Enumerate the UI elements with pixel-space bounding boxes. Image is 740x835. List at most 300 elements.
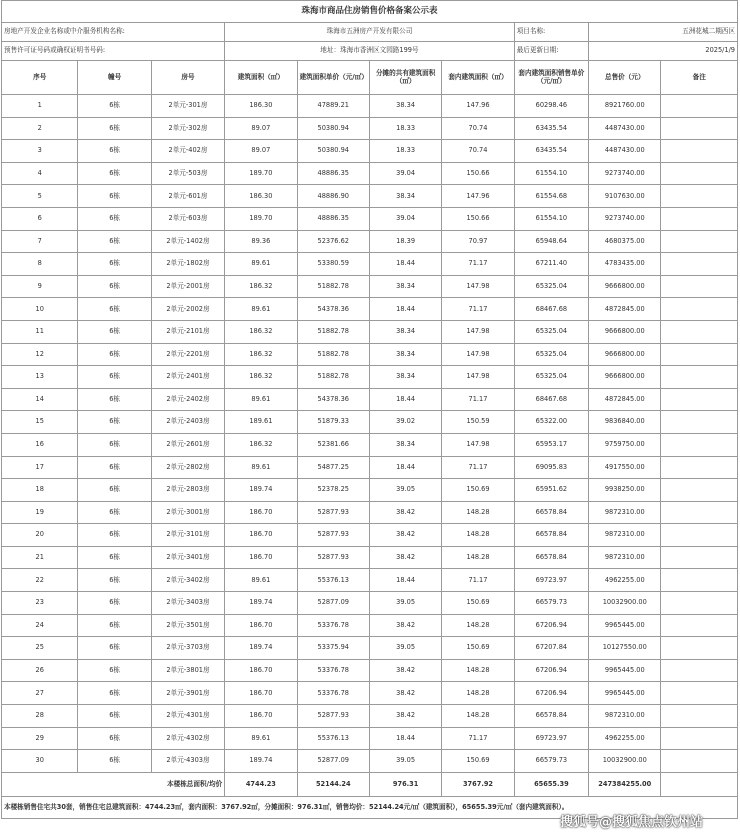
cell-area: 189.74	[225, 479, 297, 502]
cell-unit-price: 54378.36	[297, 298, 369, 321]
cell-shared-area: 18.44	[369, 569, 441, 592]
cell-room: 2单元-2601房	[151, 433, 224, 456]
cell-room: 2单元-2803房	[151, 479, 224, 502]
cell-remark	[661, 117, 738, 140]
cell-unit-price: 52877.09	[297, 592, 369, 615]
page-title: 珠海市商品住房销售价格备案公示表	[2, 1, 738, 23]
cell-unit-price: 50380.94	[297, 117, 369, 140]
cell-room: 2单元-2402房	[151, 388, 224, 411]
cell-inner-area: 148.28	[442, 682, 514, 705]
cell-area: 189.74	[225, 592, 297, 615]
cell-remark	[661, 162, 738, 185]
cell-index: 6	[2, 207, 78, 230]
cell-shared-area: 38.42	[369, 659, 441, 682]
cell-shared-area: 38.42	[369, 524, 441, 547]
cell-total-price: 9938250.00	[589, 479, 661, 502]
cell-area: 89.61	[225, 388, 297, 411]
cell-total-price: 9965445.00	[589, 682, 661, 705]
cell-index: 12	[2, 343, 78, 366]
header-shared-area: 分摊的共有建筑面积（㎡）	[369, 61, 441, 95]
cell-room: 2单元-3801房	[151, 659, 224, 682]
cell-inner-unit-price: 65325.04	[514, 275, 588, 298]
table-row	[2, 95, 738, 118]
table-row	[2, 637, 738, 660]
cell-area: 186.70	[225, 501, 297, 524]
total-price: 247384255.00	[589, 772, 661, 796]
cell-area: 186.30	[225, 185, 297, 208]
cell-room: 2单元-3703房	[151, 637, 224, 660]
cell-inner-unit-price: 61554.68	[514, 185, 588, 208]
cell-remark	[661, 298, 738, 321]
summary-note: 本楼栋销售住宅共30套，销售住宅总建筑面积：4744.23㎡，套内面积：3767.92㎡，分摊面积：976.31㎡，销售均价：52144.24元/㎡（建筑面积），65655.39元/㎡（套内建筑面积）。	[2, 796, 738, 818]
cell-remark	[661, 185, 738, 208]
cell-shared-area: 38.34	[369, 366, 441, 389]
cell-area: 89.61	[225, 456, 297, 479]
cell-building: 6栋	[78, 614, 151, 637]
cell-index: 26	[2, 659, 78, 682]
cell-remark	[661, 569, 738, 592]
cell-index: 15	[2, 411, 78, 434]
cell-inner-area: 148.28	[442, 501, 514, 524]
table-row	[2, 207, 738, 230]
cell-shared-area: 18.33	[369, 140, 441, 163]
total-area: 4744.23	[225, 772, 297, 796]
cell-inner-area: 150.69	[442, 479, 514, 502]
cell-building: 6栋	[78, 637, 151, 660]
cell-unit-price: 52378.25	[297, 479, 369, 502]
cell-area: 186.70	[225, 682, 297, 705]
cell-inner-unit-price: 69095.83	[514, 456, 588, 479]
cell-inner-area: 150.66	[442, 207, 514, 230]
cell-area: 186.70	[225, 614, 297, 637]
cell-index: 8	[2, 253, 78, 276]
cell-area: 186.70	[225, 705, 297, 728]
cell-building: 6栋	[78, 230, 151, 253]
cell-inner-unit-price: 63435.54	[514, 140, 588, 163]
cell-index: 10	[2, 298, 78, 321]
table-row	[2, 682, 738, 705]
cell-area: 89.61	[225, 253, 297, 276]
cell-remark	[661, 230, 738, 253]
cell-total-price: 4872845.00	[589, 298, 661, 321]
cell-inner-area: 147.98	[442, 433, 514, 456]
cell-inner-area: 71.17	[442, 456, 514, 479]
cell-shared-area: 18.44	[369, 388, 441, 411]
cell-inner-unit-price: 69723.97	[514, 569, 588, 592]
cell-unit-price: 48886.35	[297, 207, 369, 230]
cell-area: 89.36	[225, 230, 297, 253]
cell-unit-price: 52376.62	[297, 230, 369, 253]
cell-shared-area: 38.42	[369, 682, 441, 705]
table-row	[2, 343, 738, 366]
developer-label: 房地产开发企业名称或中介服务机构名称:	[2, 23, 225, 42]
cell-room: 2单元-603房	[151, 207, 224, 230]
cell-total-price: 9965445.00	[589, 614, 661, 637]
cell-room: 2单元-2401房	[151, 366, 224, 389]
cell-inner-unit-price: 69723.97	[514, 727, 588, 750]
cell-index: 24	[2, 614, 78, 637]
cell-inner-unit-price: 63435.54	[514, 117, 588, 140]
cell-inner-unit-price: 67206.94	[514, 682, 588, 705]
table-row	[2, 185, 738, 208]
cell-unit-price: 52877.93	[297, 705, 369, 728]
cell-index: 7	[2, 230, 78, 253]
cell-building: 6栋	[78, 682, 151, 705]
cell-building: 6栋	[78, 592, 151, 615]
cell-remark	[661, 705, 738, 728]
cell-remark	[661, 637, 738, 660]
cell-inner-area: 71.17	[442, 298, 514, 321]
cell-unit-price: 55376.13	[297, 569, 369, 592]
cell-index: 3	[2, 140, 78, 163]
cell-remark	[661, 433, 738, 456]
cell-shared-area: 38.34	[369, 343, 441, 366]
cell-area: 186.70	[225, 524, 297, 547]
cell-index: 19	[2, 501, 78, 524]
table-row	[2, 388, 738, 411]
cell-index: 27	[2, 682, 78, 705]
cell-area: 189.74	[225, 637, 297, 660]
table-row	[2, 320, 738, 343]
cell-area: 189.70	[225, 162, 297, 185]
cell-shared-area: 38.42	[369, 546, 441, 569]
cell-total-price: 4487430.00	[589, 117, 661, 140]
cell-unit-price: 52877.93	[297, 501, 369, 524]
price-filing-sheet	[1, 0, 738, 819]
cell-room: 2单元-3402房	[151, 569, 224, 592]
cell-inner-unit-price: 66579.73	[514, 750, 588, 773]
cell-total-price: 9666800.00	[589, 343, 661, 366]
cell-inner-area: 148.28	[442, 659, 514, 682]
cell-room: 2单元-3901房	[151, 682, 224, 705]
cell-area: 89.61	[225, 727, 297, 750]
cell-remark	[661, 320, 738, 343]
cell-area: 189.74	[225, 750, 297, 773]
cell-unit-price: 51882.78	[297, 320, 369, 343]
cell-shared-area: 18.39	[369, 230, 441, 253]
cell-room: 2单元-503房	[151, 162, 224, 185]
cell-inner-area: 148.28	[442, 524, 514, 547]
cell-room: 2单元-601房	[151, 185, 224, 208]
header-inner-area: 套内建筑面积（㎡）	[442, 61, 514, 95]
cell-index: 23	[2, 592, 78, 615]
cell-shared-area: 38.34	[369, 95, 441, 118]
cell-total-price: 9872310.00	[589, 705, 661, 728]
header-room: 房号	[151, 61, 224, 95]
cell-area: 89.61	[225, 569, 297, 592]
cell-room: 2单元-2001房	[151, 275, 224, 298]
cell-index: 22	[2, 569, 78, 592]
cell-room: 2单元-4301房	[151, 705, 224, 728]
cell-total-price: 9872310.00	[589, 546, 661, 569]
table-row	[2, 140, 738, 163]
cell-index: 17	[2, 456, 78, 479]
cell-unit-price: 53376.78	[297, 659, 369, 682]
cell-shared-area: 39.05	[369, 592, 441, 615]
cell-inner-unit-price: 65325.04	[514, 343, 588, 366]
cell-unit-price: 50380.94	[297, 140, 369, 163]
cell-inner-area: 150.69	[442, 750, 514, 773]
cell-remark	[661, 275, 738, 298]
table-row	[2, 569, 738, 592]
cell-total-price: 9666800.00	[589, 366, 661, 389]
cell-area: 186.70	[225, 659, 297, 682]
cell-total-price: 9965445.00	[589, 659, 661, 682]
cell-inner-area: 71.17	[442, 388, 514, 411]
cell-building: 6栋	[78, 366, 151, 389]
table-row	[2, 117, 738, 140]
cell-building: 6栋	[78, 546, 151, 569]
cell-remark	[661, 546, 738, 569]
cell-inner-unit-price: 65948.64	[514, 230, 588, 253]
total-shared-area: 976.31	[369, 772, 441, 796]
cell-index: 4	[2, 162, 78, 185]
header-total-price: 总售价（元）	[589, 61, 661, 95]
cell-index: 16	[2, 433, 78, 456]
cell-room: 2单元-3101房	[151, 524, 224, 547]
cell-total-price: 9872310.00	[589, 524, 661, 547]
cell-total-price: 4917550.00	[589, 456, 661, 479]
cell-shared-area: 39.04	[369, 207, 441, 230]
cell-building: 6栋	[78, 705, 151, 728]
cell-inner-unit-price: 67206.94	[514, 614, 588, 637]
cell-index: 18	[2, 479, 78, 502]
total-inner-unit-price: 65655.39	[514, 772, 588, 796]
cell-total-price: 10032900.00	[589, 750, 661, 773]
cell-inner-area: 71.17	[442, 253, 514, 276]
header-index: 序号	[2, 61, 78, 95]
cell-inner-unit-price: 66578.84	[514, 524, 588, 547]
cell-area: 186.70	[225, 546, 297, 569]
cell-index: 13	[2, 366, 78, 389]
cell-inner-area: 150.59	[442, 411, 514, 434]
cell-index: 14	[2, 388, 78, 411]
cell-inner-unit-price: 66578.84	[514, 705, 588, 728]
cell-building: 6栋	[78, 162, 151, 185]
cell-total-price: 9759750.00	[589, 433, 661, 456]
cell-room: 2单元-2101房	[151, 320, 224, 343]
cell-total-price: 9666800.00	[589, 275, 661, 298]
cell-area: 186.32	[225, 343, 297, 366]
cell-area: 186.32	[225, 320, 297, 343]
cell-room: 2单元-3401房	[151, 546, 224, 569]
cell-total-price: 10032900.00	[589, 592, 661, 615]
cell-index: 2	[2, 117, 78, 140]
table-row	[2, 366, 738, 389]
cell-shared-area: 39.02	[369, 411, 441, 434]
cell-area: 189.61	[225, 411, 297, 434]
total-inner-area: 3767.92	[442, 772, 514, 796]
cell-inner-unit-price: 68467.68	[514, 298, 588, 321]
table-row	[2, 614, 738, 637]
cell-building: 6栋	[78, 433, 151, 456]
cell-remark	[661, 614, 738, 637]
cell-total-price: 4783435.00	[589, 253, 661, 276]
cell-room: 2单元-1802房	[151, 253, 224, 276]
cell-building: 6栋	[78, 140, 151, 163]
cell-shared-area: 39.05	[369, 479, 441, 502]
table-row	[2, 479, 738, 502]
cell-remark	[661, 388, 738, 411]
cell-total-price: 4680375.00	[589, 230, 661, 253]
table-row	[2, 230, 738, 253]
cell-total-price: 9666800.00	[589, 320, 661, 343]
cell-building: 6栋	[78, 388, 151, 411]
cell-unit-price: 51882.78	[297, 343, 369, 366]
cell-area: 89.07	[225, 117, 297, 140]
cell-remark	[661, 140, 738, 163]
cell-unit-price: 52877.09	[297, 750, 369, 773]
cell-building: 6栋	[78, 320, 151, 343]
cell-inner-area: 148.28	[442, 705, 514, 728]
cell-index: 25	[2, 637, 78, 660]
cell-inner-area: 147.98	[442, 275, 514, 298]
cell-inner-unit-price: 65325.04	[514, 366, 588, 389]
cell-building: 6栋	[78, 750, 151, 773]
cell-remark	[661, 343, 738, 366]
cell-building: 6栋	[78, 117, 151, 140]
cell-building: 6栋	[78, 185, 151, 208]
cell-remark	[661, 524, 738, 547]
project-label: 项目名称:	[514, 23, 588, 42]
cell-inner-area: 70.74	[442, 140, 514, 163]
total-remark	[661, 772, 738, 796]
cell-remark	[661, 592, 738, 615]
cell-building: 6栋	[78, 501, 151, 524]
cell-unit-price: 51882.78	[297, 366, 369, 389]
cell-shared-area: 38.42	[369, 614, 441, 637]
cell-index: 21	[2, 546, 78, 569]
cell-inner-area: 147.98	[442, 366, 514, 389]
cell-building: 6栋	[78, 479, 151, 502]
cell-inner-area: 147.96	[442, 185, 514, 208]
cell-inner-unit-price: 68467.68	[514, 388, 588, 411]
table-row	[2, 501, 738, 524]
table-row	[2, 433, 738, 456]
cell-inner-unit-price: 67206.94	[514, 659, 588, 682]
cell-inner-area: 71.17	[442, 727, 514, 750]
table-row	[2, 456, 738, 479]
cell-building: 6栋	[78, 411, 151, 434]
project-value: 五洲花城二期西区	[589, 23, 738, 42]
cell-building: 6栋	[78, 253, 151, 276]
cell-index: 20	[2, 524, 78, 547]
cell-remark	[661, 727, 738, 750]
header-building: 幢号	[78, 61, 151, 95]
cell-room: 2单元-4303房	[151, 750, 224, 773]
cell-room: 2单元-3403房	[151, 592, 224, 615]
cell-building: 6栋	[78, 727, 151, 750]
cell-building: 6栋	[78, 569, 151, 592]
cell-inner-unit-price: 65951.62	[514, 479, 588, 502]
cell-area: 89.61	[225, 298, 297, 321]
cell-building: 6栋	[78, 343, 151, 366]
address-value: 地址：珠海市香洲区文园路199号	[225, 42, 515, 61]
header-unit-price: 建筑面积单价（元/㎡）	[297, 61, 369, 95]
cell-building: 6栋	[78, 95, 151, 118]
cell-inner-unit-price: 65953.17	[514, 433, 588, 456]
cell-total-price: 9273740.00	[589, 207, 661, 230]
cell-total-price: 9273740.00	[589, 162, 661, 185]
cell-remark	[661, 207, 738, 230]
header-remark: 备注	[661, 61, 738, 95]
header-area: 建筑面积（㎡）	[225, 61, 297, 95]
cell-shared-area: 18.44	[369, 253, 441, 276]
cell-shared-area: 38.34	[369, 433, 441, 456]
cell-inner-unit-price: 66579.73	[514, 592, 588, 615]
cell-building: 6栋	[78, 659, 151, 682]
cell-room: 2单元-2403房	[151, 411, 224, 434]
cell-room: 2单元-2201房	[151, 343, 224, 366]
header-inner-unit-price: 套内建筑面积销售单价（元/㎡）	[514, 61, 588, 95]
cell-room: 2单元-402房	[151, 140, 224, 163]
cell-index: 9	[2, 275, 78, 298]
cell-remark	[661, 95, 738, 118]
cell-total-price: 4872845.00	[589, 388, 661, 411]
cell-inner-area: 70.74	[442, 117, 514, 140]
cell-area: 186.32	[225, 433, 297, 456]
cell-building: 6栋	[78, 207, 151, 230]
cell-remark	[661, 750, 738, 773]
table-row	[2, 727, 738, 750]
cell-inner-area: 147.98	[442, 343, 514, 366]
cell-total-price: 4962255.00	[589, 727, 661, 750]
cell-unit-price: 48886.35	[297, 162, 369, 185]
cell-unit-price: 54378.36	[297, 388, 369, 411]
cell-total-price: 9107630.00	[589, 185, 661, 208]
cell-unit-price: 52877.93	[297, 524, 369, 547]
cell-unit-price: 54877.25	[297, 456, 369, 479]
table-row	[2, 411, 738, 434]
cell-inner-area: 150.66	[442, 162, 514, 185]
table-row	[2, 275, 738, 298]
cell-unit-price: 53375.94	[297, 637, 369, 660]
update-value: 2025/1/9	[589, 42, 738, 61]
cell-shared-area: 39.05	[369, 637, 441, 660]
header-row	[2, 61, 738, 95]
cell-remark	[661, 659, 738, 682]
table-row	[2, 253, 738, 276]
cell-inner-area: 147.98	[442, 320, 514, 343]
total-row	[2, 772, 738, 796]
cell-shared-area: 38.42	[369, 705, 441, 728]
cell-shared-area: 18.33	[369, 117, 441, 140]
table-row	[2, 750, 738, 773]
cell-unit-price: 53376.78	[297, 682, 369, 705]
cell-index: 1	[2, 95, 78, 118]
cell-total-price: 9836840.00	[589, 411, 661, 434]
cell-room: 2单元-301房	[151, 95, 224, 118]
cell-unit-price: 51882.78	[297, 275, 369, 298]
developer-value: 珠海市五洲房产开发有限公司	[225, 23, 515, 42]
cell-building: 6栋	[78, 275, 151, 298]
cell-total-price: 4962255.00	[589, 569, 661, 592]
cell-inner-unit-price: 66578.84	[514, 546, 588, 569]
cell-unit-price: 53376.78	[297, 614, 369, 637]
cell-inner-area: 150.69	[442, 592, 514, 615]
cell-unit-price: 55376.13	[297, 727, 369, 750]
total-unit-price: 52144.24	[297, 772, 369, 796]
cell-room: 2单元-2002房	[151, 298, 224, 321]
cell-inner-area: 148.28	[442, 614, 514, 637]
cell-room: 2单元-3501房	[151, 614, 224, 637]
cell-inner-area: 148.28	[442, 546, 514, 569]
cell-shared-area: 38.34	[369, 320, 441, 343]
cell-index: 30	[2, 750, 78, 773]
cell-area: 186.30	[225, 95, 297, 118]
cell-inner-area: 150.69	[442, 637, 514, 660]
cell-area: 189.70	[225, 207, 297, 230]
